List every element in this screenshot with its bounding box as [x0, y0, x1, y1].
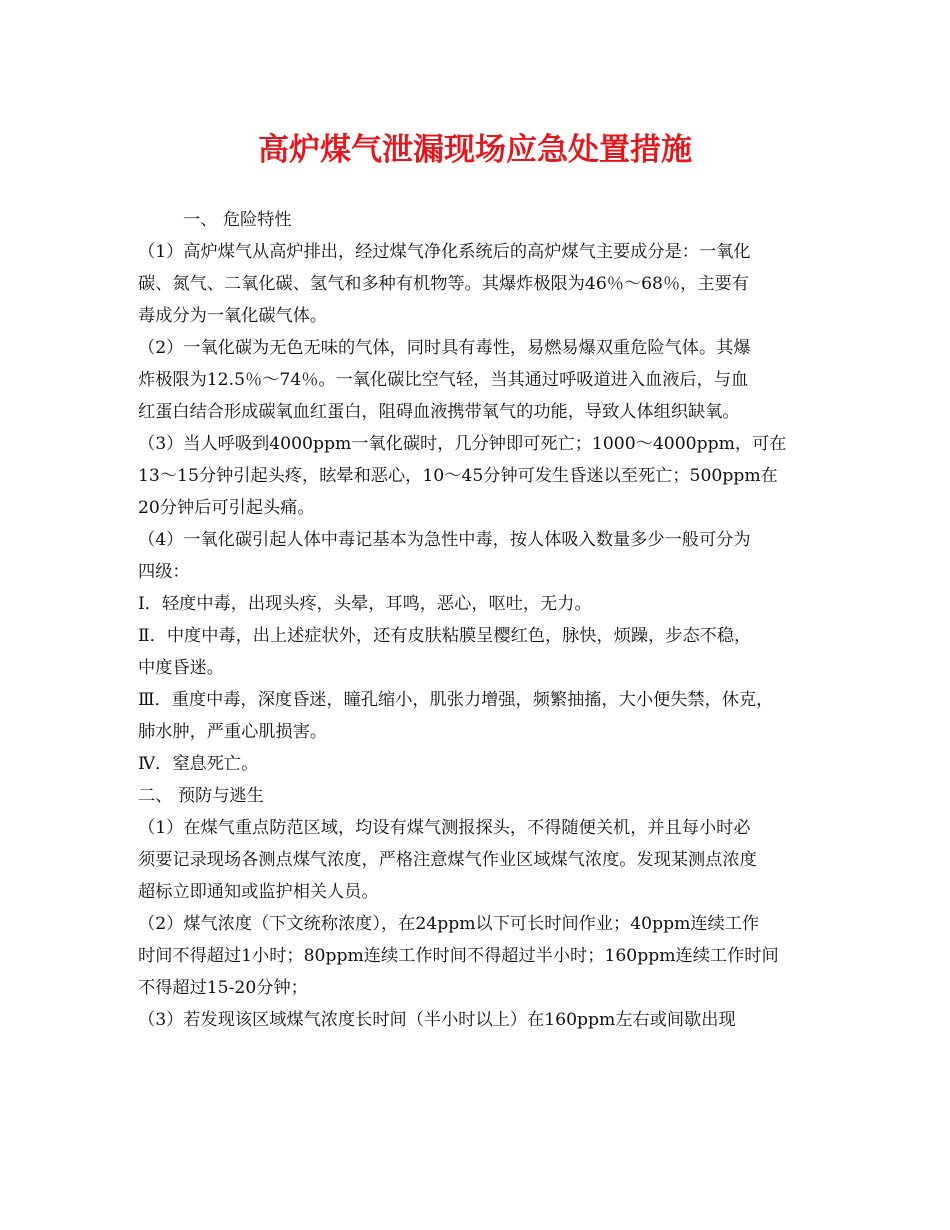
paragraph-line: （3）当人呼吸到4000ppm一氧化碳时，几分钟即可死亡；1000～4000ppm，可在	[138, 434, 787, 454]
paragraph-line: 20分钟后可引起头痛。	[138, 498, 315, 518]
paragraph-line: 肺水肿，严重心肌损害。	[138, 722, 328, 742]
paragraph-line: （1）在煤气重点防范区域，均设有煤气测报探头，不得随便关机，并且每小时必	[138, 818, 751, 838]
document-title: 高炉煤气泄漏现场应急处置措施	[258, 132, 692, 168]
paragraph-line: （1）高炉煤气从高炉排出，经过煤气净化系统后的高炉煤气主要成分是：一氧化	[138, 242, 751, 262]
paragraph-line: 炸极限为12.5％～74％。一氧化碳比空气轻，当其通过呼吸道进入血液后，与血	[138, 370, 749, 390]
paragraph-line: 毒成分为一氧化碳气体。	[138, 306, 328, 326]
list-item-level-3: Ⅲ．重度中毒，深度昏迷，瞳孔缩小，肌张力增强，频繁抽搐，大小便失禁，休克，	[138, 690, 774, 710]
paragraph-line: 超标立即通知或监护相关人员。	[138, 882, 379, 902]
paragraph-line: 须要记录现场各测点煤气浓度，严格注意煤气作业区域煤气浓度。发现某测点浓度	[138, 850, 757, 870]
list-item-level-2: Ⅱ．中度中毒，出上述症状外，还有皮肤粘膜呈樱红色，脉快，烦躁，步态不稳，	[138, 626, 752, 646]
paragraph-line: 碳、氮气、二氧化碳、氢气和多种有机物等。其爆炸极限为46％～68％，主要有	[138, 274, 749, 294]
paragraph-line: （3）若发现该区域煤气浓度长时间（半小时以上）在160ppm左右或间歇出现	[138, 1010, 736, 1030]
paragraph-line: 13～15分钟引起头疼，眩晕和恶心，10～45分钟可发生昏迷以至死亡；500ppm在	[138, 466, 778, 486]
paragraph-line: （2）煤气浓度（下文统称浓度），在24ppm以下可长时间作业；40ppm连续工作	[138, 914, 760, 934]
paragraph-line: （2）一氧化碳为无色无味的气体，同时具有毒性，易燃易爆双重危险气体。其爆	[138, 338, 751, 358]
list-item-level-4: Ⅳ．窒息死亡。	[138, 754, 259, 774]
section-heading-prevention: 二、 预防与逃生	[138, 786, 264, 806]
document-body	[138, 204, 838, 1036]
paragraph-line: 中度昏迷。	[138, 658, 224, 678]
paragraph-line: 红蛋白结合形成碳氧血红蛋白，阻碍血液携带氧气的功能，导致人体组织缺氧。	[138, 402, 740, 422]
list-item-level-1: Ⅰ．轻度中毒，出现头疼，头晕，耳鸣，恶心，呕吐，无力。	[138, 594, 592, 614]
paragraph-line: 不得超过15-20分钟；	[138, 978, 308, 998]
paragraph-line: 时间不得超过1小时；80ppm连续工作时间不得超过半小时；160ppm连续工作时间	[138, 946, 779, 966]
paragraph-line: 四级：	[138, 562, 190, 582]
paragraph-line: （4）一氧化碳引起人体中毒记基本为急性中毒，按人体吸入数量多少一般可分为	[138, 530, 751, 550]
section-heading-hazards: 一、 危险特性	[183, 210, 292, 230]
